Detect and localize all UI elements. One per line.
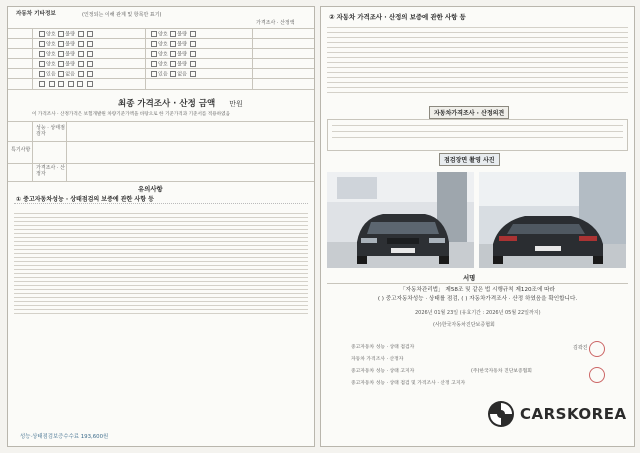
special-row-appraiser: 가격조사 · 산정자 <box>36 165 65 178</box>
sign-text-1: 「자동차관리법」 제58조 및 같은 법 시행규칙 제120조에 따라 <box>400 287 555 293</box>
company-name: (주)한국자동차 진단보증협회 <box>471 369 532 374</box>
car-rear-photo <box>479 172 626 268</box>
validity-dates: 2026년 01월 23일 (유효기간 : 2026년 05월 22일까지) <box>415 310 541 316</box>
final-price-label: 최종 가격조사 · 산정 금액 만원 <box>118 99 243 109</box>
left-column: 자동차 기타정보 (인정되는 이해 관계 및 항목만 표기) 가격조사 · 산정액 양호 불량 양호 불량 양호 불량 양호 불량 있음 없음 양호 불량 양호 불량 양호 불량 양호 불량 있음 없음 최종 가격조사 · 산정 금액 만원 이 가격조사 · 산정가격은 보험개발원 차량기준가액을 바탕으로 한 기준가격과 기준서를 적용하였음 특기사항 성능 · 상태점검자 가격조사 · 산정자 유의사항 ① 중고자동차성능 · 상태점검의 보증에 관한 사항 등 성능·상태점검보증수수료 193,600원 <box>7 6 315 447</box>
notice-body <box>14 203 308 429</box>
association-name: (사)한국자동차진단보증협회 <box>433 322 495 328</box>
seal-stamp <box>589 341 605 357</box>
seal-stamp-2 <box>589 367 605 383</box>
photo-title: 점검장면 촬영 사진 <box>439 153 500 166</box>
sign-text-2: ( ) 중고자동차성능 · 상태를 점검, ( ) 자동차가격조사 · 산정 하였음을 확인합니다. <box>377 296 578 302</box>
other-info-sub: (인정되는 이해 관계 및 항목만 표기) <box>82 12 162 18</box>
notice-subtitle: ① 중고자동차성능 · 상태점검의 보증에 관한 사항 등 <box>16 196 154 203</box>
guarantee-body <box>327 23 628 101</box>
signee-name: 김곽진 <box>573 345 588 351</box>
role-combined: 중고자동차 성능 · 상태 점검 및 가격조사 · 산정 고지자 <box>351 381 466 386</box>
appraisal-opinion-box <box>327 119 628 151</box>
price-note: 이 가격조사 · 산정가격은 보험개발원 차량기준가액을 바탕으로 한 기준가격과 기준서를 적용하였음 <box>32 112 231 117</box>
carskorea-emblem-icon <box>486 399 516 429</box>
carskorea-logo <box>486 399 636 429</box>
role-inspector: 중고자동차 성능 · 상태 점검자 <box>351 345 415 350</box>
role-notifier: 중고자동차 성능 · 상태 고지자 <box>351 369 415 374</box>
other-info-header: 자동차 기타정보 <box>16 11 56 17</box>
right-column <box>320 6 635 447</box>
footer-fee: 성능·상태점검보증수수료 193,600원 <box>20 433 109 440</box>
price-header: 가격조사 · 산정액 <box>256 20 295 26</box>
guarantee-title: ② 자동차 가격조사 · 산정의 보증에 관한 사항 등 <box>329 13 466 21</box>
signature-title: 서명 <box>463 274 476 282</box>
car-front-photo <box>327 172 474 268</box>
brand-text: CARSKOREA <box>520 405 627 423</box>
inspection-photos <box>327 172 626 268</box>
special-notes-label: 특기사항 <box>11 147 31 153</box>
special-row-inspector: 성능 · 상태점검자 <box>36 125 65 138</box>
role-appraiser: 자동차 가격조사 · 산정자 <box>351 357 404 362</box>
appraisal-opinion-title: 자동차가격조사 · 산정의견 <box>429 106 509 119</box>
notice-title: 유의사항 <box>138 185 163 193</box>
